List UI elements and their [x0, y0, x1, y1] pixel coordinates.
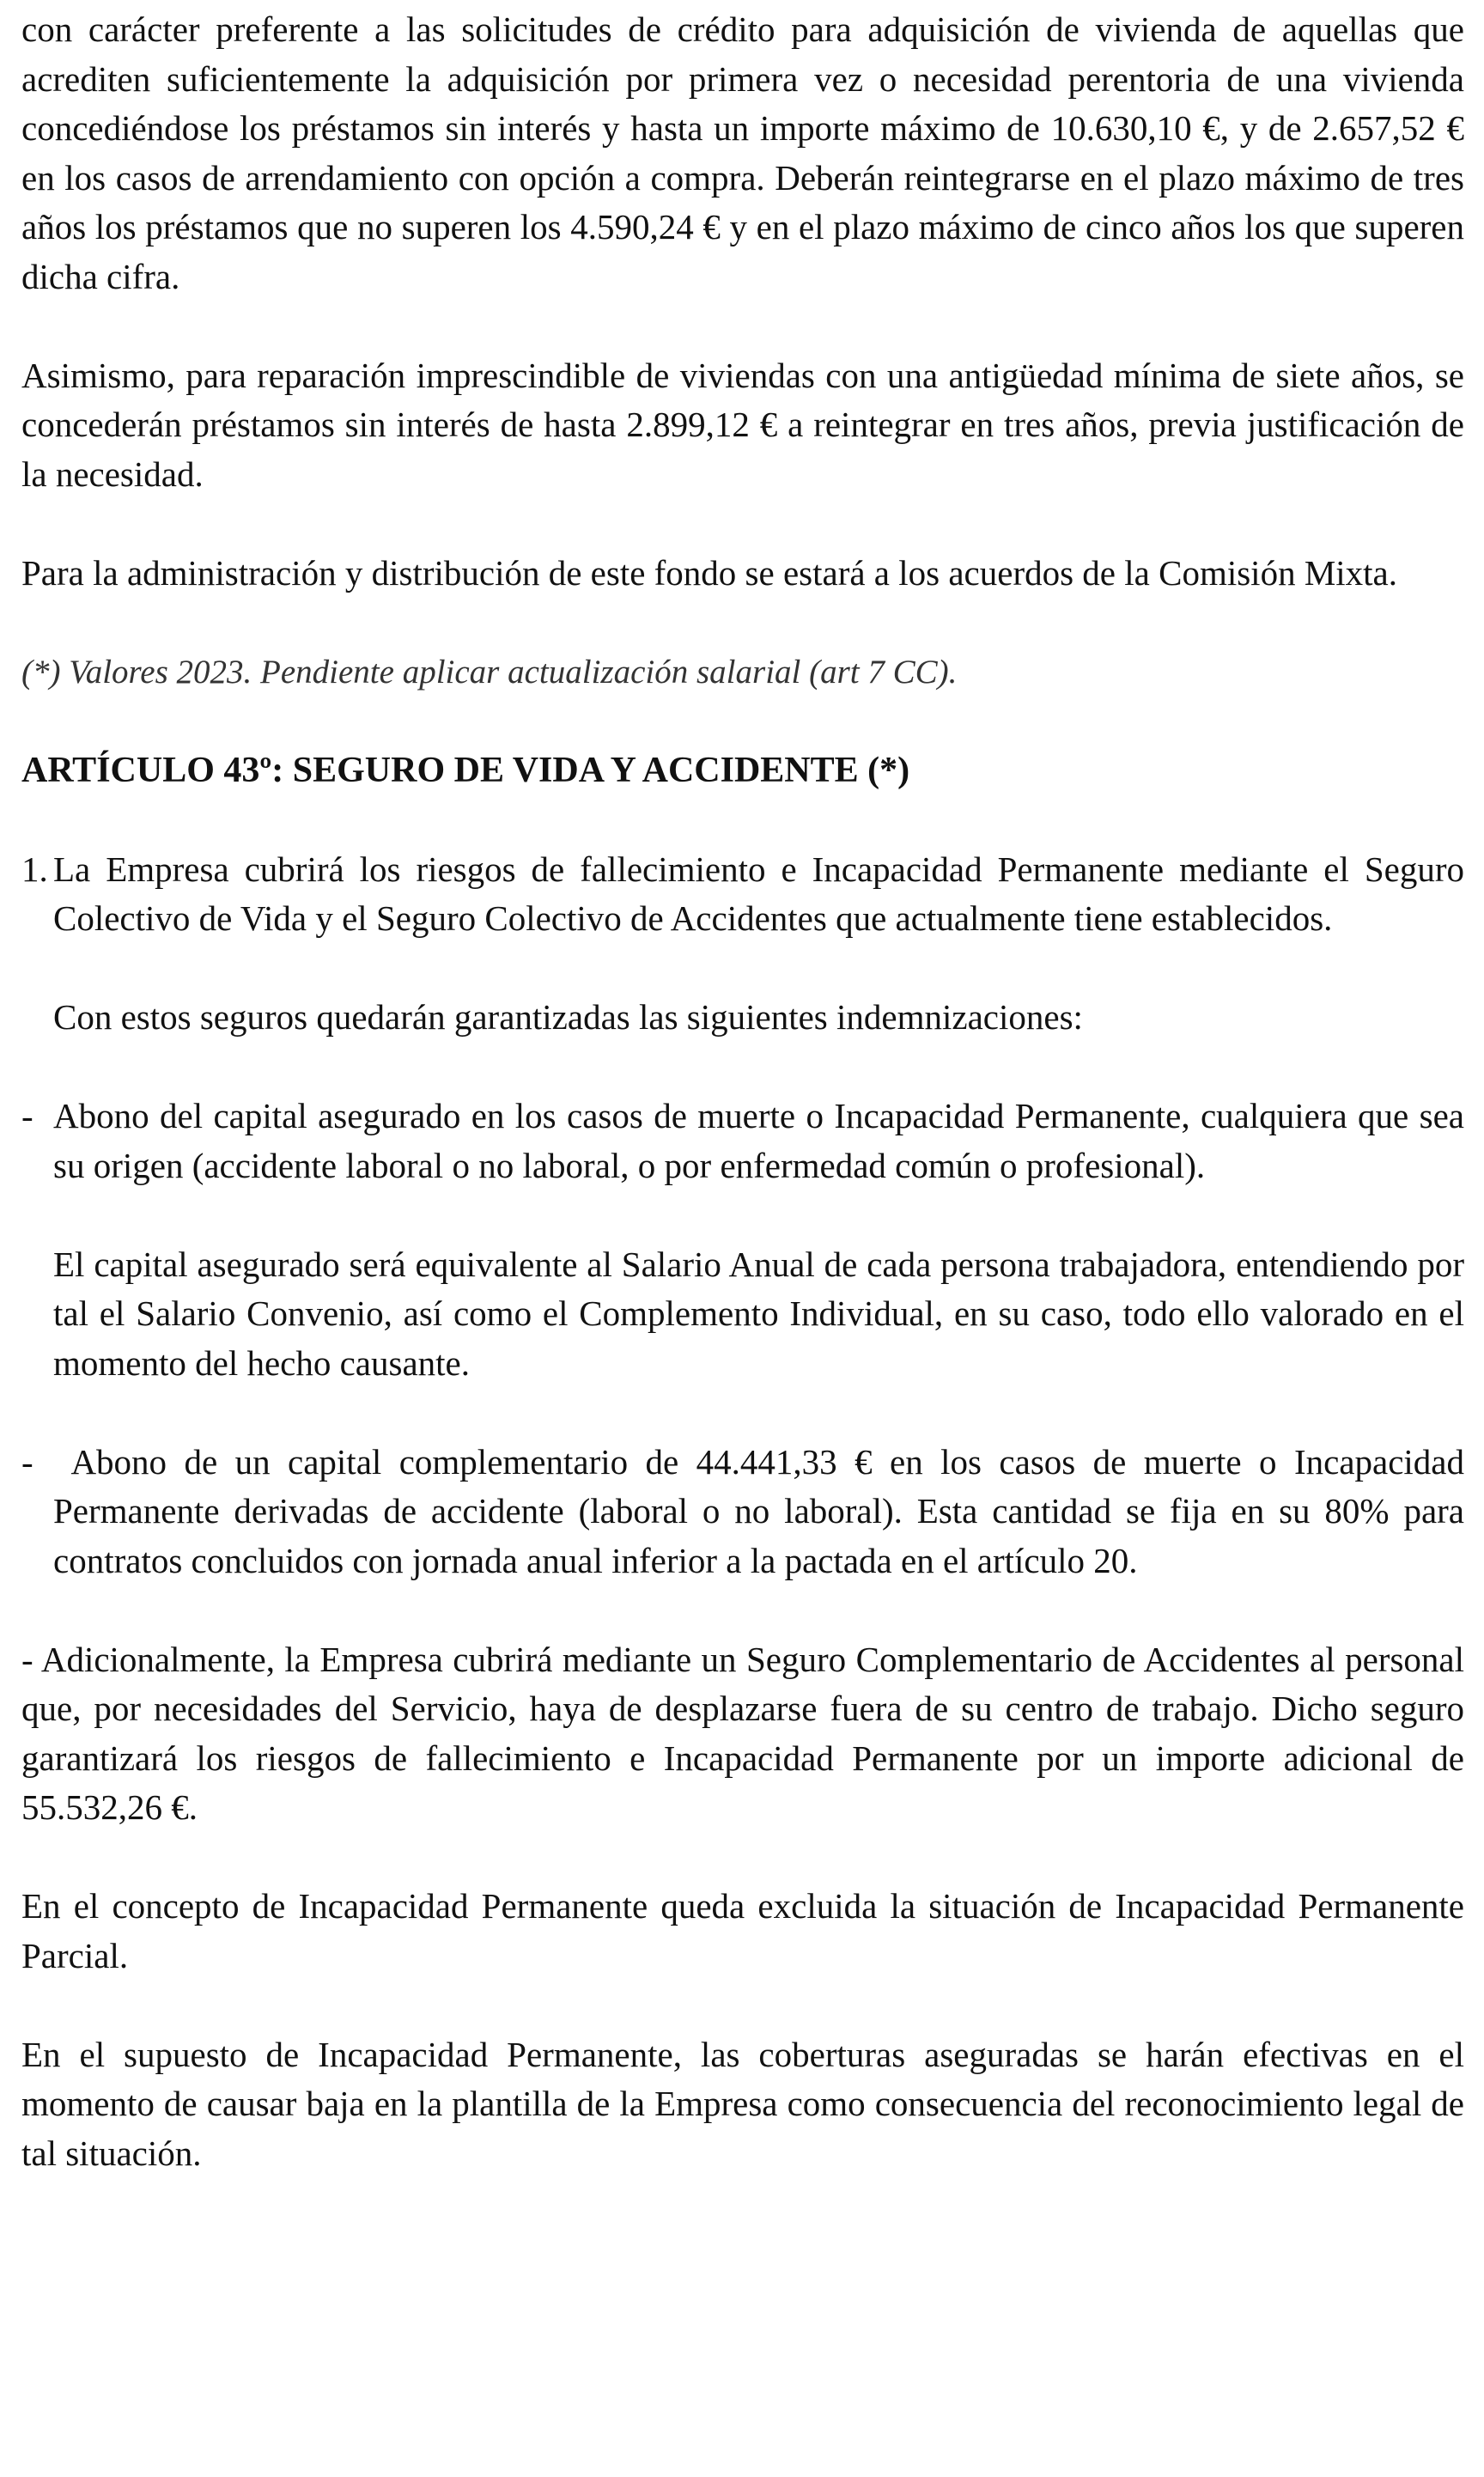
- dash-item-complementary-text: Abono de un capital complementario de 44.441,33 € en los casos de muerte o Incapacidad Permanente derivadas de accidente (laboral o no laboral). Esta cantidad se fija en su 80% para contratos concluidos con jornada anual inferior a la pactada en el artículo 20.: [53, 1441, 1474, 1580]
- article-43-heading: ARTÍCULO 43º: SEGURO DE VIDA Y ACCIDENTE (*): [21, 750, 910, 790]
- dash-item-complementary: [21, 1438, 1474, 1586]
- indemnities-intro: Con estos seguros quedarán garantizadas las siguientes indemnizaciones:: [53, 997, 1083, 1037]
- dash-item-capital: [21, 1092, 1464, 1190]
- item-number: 1.: [21, 849, 48, 889]
- numbered-item-1: [21, 845, 1464, 944]
- additional-insurance-paragraph: - Adicionalmente, la Empresa cubrirá mediante un Seguro Complementario de Accidentes al personal que, por necesidades del Servicio, haya de desplazarse fuera de su centro de trabajo. Dicho seguro garantizará los riesgos de fallecimiento e Incapacidad Permanente por un importe adicional de 55.532,26 €.: [21, 1639, 1464, 1827]
- coverage-effect-paragraph: En el supuesto de Incapacidad Permanente, las coberturas aseguradas se harán efectivas en el momento de causar baja en la plantilla de la Empresa como consecuencia del reconocimiento legal de tal situación.: [21, 2034, 1464, 2173]
- item-1-text: La Empresa cubrirá los riesgos de fallecimiento e Incapacidad Permanente mediante el Seguro Colectivo de Vida y el Seguro Colectivo de Accidentes que actualmente tiene establecidos.: [53, 849, 1464, 938]
- repair-loan-paragraph: Asimismo, para reparación imprescindible de viviendas con una antigüedad mínima de siete años, se concederán préstamos sin interés de hasta 2.899,12 € a reintegrar en tres años, previa justificación de la necesidad.: [21, 355, 1464, 494]
- document-page: [21, 5, 1474, 2228]
- values-footnote: (*) Valores 2023. Pendiente aplicar actualización salarial (art 7 CC).: [21, 653, 958, 691]
- dash-item-capital-text: Abono del capital asegurado en los casos de muerte o Incapacidad Permanente, cualquiera que sea su origen (accidente laboral o no laboral, o por enfermedad común o profesional).: [53, 1096, 1464, 1185]
- insured-capital-detail: El capital asegurado será equivalente al Salario Anual de cada persona trabajadora, entendiendo por tal el Salario Convenio, así como el Complemento Individual, en su caso, todo ello valorado en el momento del hecho causante.: [53, 1244, 1464, 1383]
- dash-marker: -: [21, 1441, 33, 1482]
- housing-loan-paragraph: con carácter preferente a las solicitudes de crédito para adquisición de vivienda de aquellas que acrediten suficientemente la adquisición por primera vez o necesidad perentoria de una vivienda concediéndose los préstamos sin interés y hasta un importe máximo de 10.630,10 €, y de 2.657,52 € en los casos de arrendamiento con opción a compra. Deberán reintegrarse en el plazo máximo de tres años los préstamos que no superen los 4.590,24 € y en el plazo máximo de cinco años los que superen dicha cifra.: [21, 9, 1464, 296]
- dash-marker: -: [21, 1096, 33, 1135]
- fund-administration-paragraph: Para la administración y distribución de este fondo se estará a los acuerdos de la Comisión Mixta.: [21, 552, 1398, 593]
- exclusion-paragraph: En el concepto de Incapacidad Permanente queda excluida la situación de Incapacidad Permanente Parcial.: [21, 1886, 1464, 1975]
